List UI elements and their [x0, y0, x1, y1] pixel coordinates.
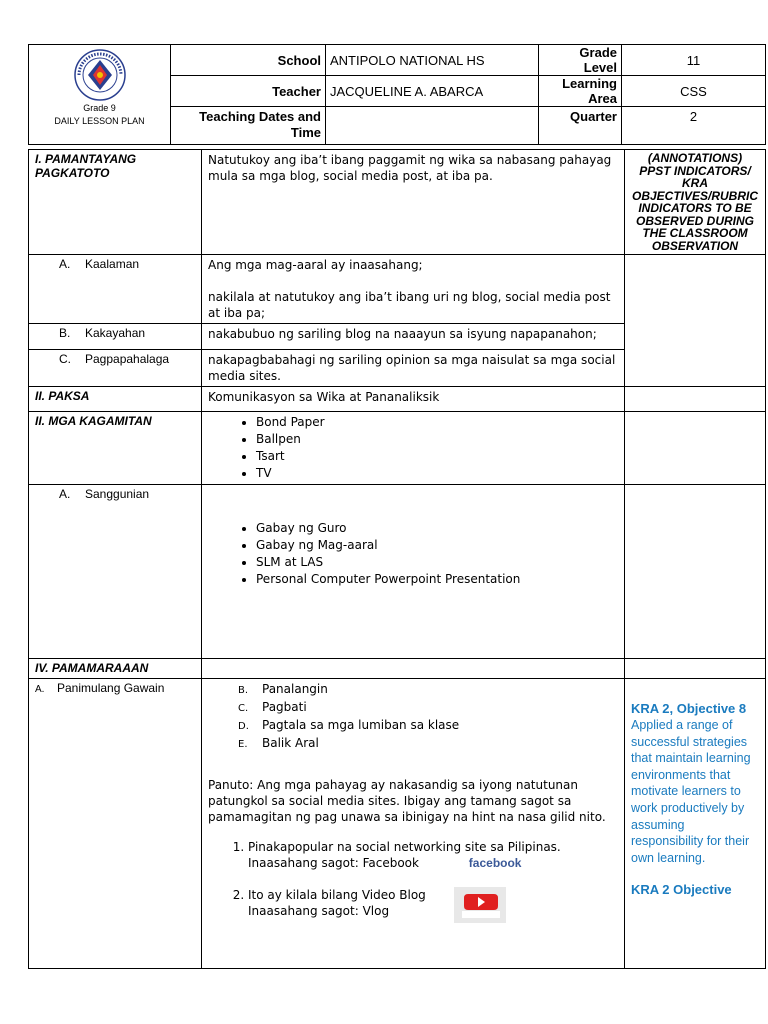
kaalaman-label	[29, 255, 202, 324]
vlog-logo-icon	[454, 887, 506, 923]
panimula-label	[29, 679, 202, 969]
list-item	[238, 735, 618, 753]
panimula-name: Panimulang Gawain	[57, 681, 165, 695]
pamantayan-text: Natutukoy ang iba’t ibang paggamit ng wika sa nabasang pahayag mula sa mga blog, social media post, at iba pa.	[202, 150, 625, 255]
kakayahan-label	[29, 324, 202, 350]
pamamaraan-mid	[202, 659, 625, 679]
list-item: • Ballpen	[256, 431, 618, 448]
sanggunian-list	[208, 520, 618, 588]
question-item	[248, 839, 618, 871]
kaalaman-name: Kaalaman	[85, 257, 140, 271]
row-pamantayan	[29, 150, 766, 255]
section-title-paksa: II. PAKSA	[29, 387, 202, 412]
panimula-steps	[208, 681, 618, 753]
list-item: • Personal Computer Powerpoint Presentation	[256, 571, 618, 588]
dates-value	[326, 107, 539, 145]
grade-level-value: 11	[622, 45, 766, 76]
school-label: School	[171, 45, 326, 76]
row-pamamaraan	[29, 659, 766, 679]
step-text: Pagbati	[262, 700, 307, 714]
sanggunian-cell	[202, 485, 625, 659]
step-letter: B.	[238, 685, 249, 696]
kaalaman-text-1: Ang mga mag-aaral ay inaasahang;	[208, 258, 423, 272]
row-kaalaman	[29, 255, 766, 324]
kakayahan-letter: B.	[59, 326, 71, 340]
section-title-kagamitan: II. MGA KAGAMITAN	[29, 412, 202, 485]
panuto-text: Panuto: Ang mga pahayag ay nakasandig sa iyong natutunan patungkol sa social media sites. Ibigay ang tamang sagot sa pamamagitan ng pag unawa sa ibinigay na hint na nasa gilid nito.	[208, 778, 606, 824]
question-item	[248, 887, 618, 923]
list-item: • Tsart	[256, 448, 618, 465]
answer-1: Inaasahang sagot: Facebook	[248, 856, 419, 870]
row-panimula	[29, 679, 766, 969]
kaalaman-cell	[202, 255, 625, 324]
quarter-value: 2	[622, 107, 766, 145]
panimula-letter: A.	[35, 684, 45, 695]
kaalaman-letter: A.	[59, 257, 71, 271]
list-item	[238, 699, 618, 717]
dates-label: Teaching Dates and Time	[171, 107, 326, 145]
list-item: • Gabay ng Guro	[256, 520, 618, 537]
facebook-logo: facebook	[468, 856, 522, 870]
question-1: Pinakapopular na social networking site sa Pilipinas.	[248, 840, 561, 854]
sanggunian-letter: A.	[59, 487, 71, 501]
learning-area-label: Learning Area	[539, 76, 622, 107]
kra-title-2: KRA 2 Objective	[631, 882, 732, 898]
sanggunian-name: Sanggunian	[85, 487, 150, 501]
question-2: Ito ay kilala bilang Video Blog	[248, 888, 426, 902]
list-item: • Bond Paper	[256, 414, 618, 431]
step-letter: D.	[238, 721, 249, 732]
kaalaman-text-2: nakilala at natutukoy ang iba’t ibang uri ng blog, social media post at iba pa;	[208, 290, 611, 320]
list-item: • TV	[256, 465, 618, 482]
school-value: ANTIPOLO NATIONAL HS	[326, 45, 539, 76]
questions-list	[208, 839, 618, 923]
kra-body: Applied a range of successful strategies that maintain learning environments that motivate learners to work productively by assuming responsibility for their own learning.	[631, 718, 751, 865]
step-text: Pagtala sa mga lumiban sa klase	[262, 718, 460, 732]
list-item	[238, 717, 618, 735]
answer-2: Inaasahang sagot: Vlog	[248, 904, 390, 918]
annotation-cell-3	[625, 412, 766, 485]
step-text: Panalangin	[262, 682, 328, 696]
doc-type-label: DAILY LESSON PLAN	[54, 116, 145, 126]
annotations-header: (ANNOTATIONS) PPST INDICATORS/ KRA OBJECTIVES/RUBRIC INDICATORS TO BE OBSERVED DURING THE CLASSROOM OBSERVATION	[625, 150, 766, 255]
row-paksa	[29, 387, 766, 412]
step-letter: E.	[238, 739, 248, 750]
step-letter: C.	[238, 703, 249, 714]
annotation-cell-4	[625, 485, 766, 659]
kra-annotation-cell	[625, 679, 766, 969]
teacher-label: Teacher	[171, 76, 326, 107]
annotation-cell-5	[625, 659, 766, 679]
deped-seal-icon	[74, 49, 126, 101]
logo-cell	[29, 45, 171, 145]
learning-area-value: CSS	[622, 76, 766, 107]
panimula-cell	[202, 679, 625, 969]
annotation-cell-1	[625, 255, 766, 387]
quarter-label: Quarter	[539, 107, 622, 145]
kagamitan-list	[208, 414, 618, 482]
kagamitan-cell	[202, 412, 625, 485]
kra-title: KRA 2, Objective 8	[631, 701, 747, 716]
lesson-plan-table	[28, 149, 766, 969]
annotation-cell-2	[625, 387, 766, 412]
list-item	[238, 681, 618, 699]
grade-label: Grade 9	[83, 103, 116, 113]
sanggunian-label	[29, 485, 202, 659]
section-title-pamamaraan: IV. PAMAMARAAAN	[29, 659, 202, 679]
row-sanggunian	[29, 485, 766, 659]
step-text: Balik Aral	[262, 736, 319, 750]
list-item: • SLM at LAS	[256, 554, 618, 571]
pagpapahalaga-label	[29, 350, 202, 387]
pagpapahalaga-name: Pagpapahalaga	[85, 352, 170, 366]
row-kagamitan	[29, 412, 766, 485]
kakayahan-text: nakabubuo ng sariling blog na naaayun sa isyung napapanahon;	[202, 324, 625, 350]
header-table	[28, 44, 766, 145]
list-item: • Gabay ng Mag-aaral	[256, 537, 618, 554]
kakayahan-name: Kakayahan	[85, 326, 146, 340]
paksa-text: Komunikasyon sa Wika at Pananaliksik	[202, 387, 625, 412]
teacher-value: JACQUELINE A. ABARCA	[326, 76, 539, 107]
section-title-pamantayan: I. PAMANTAYANG PAGKATOTO	[29, 150, 202, 255]
grade-level-label: Grade Level	[539, 45, 622, 76]
pagpapahalaga-letter: C.	[59, 352, 71, 366]
pagpapahalaga-text: nakapagbabahagi ng sariling opinion sa mga naisulat sa mga social media sites.	[202, 350, 625, 387]
